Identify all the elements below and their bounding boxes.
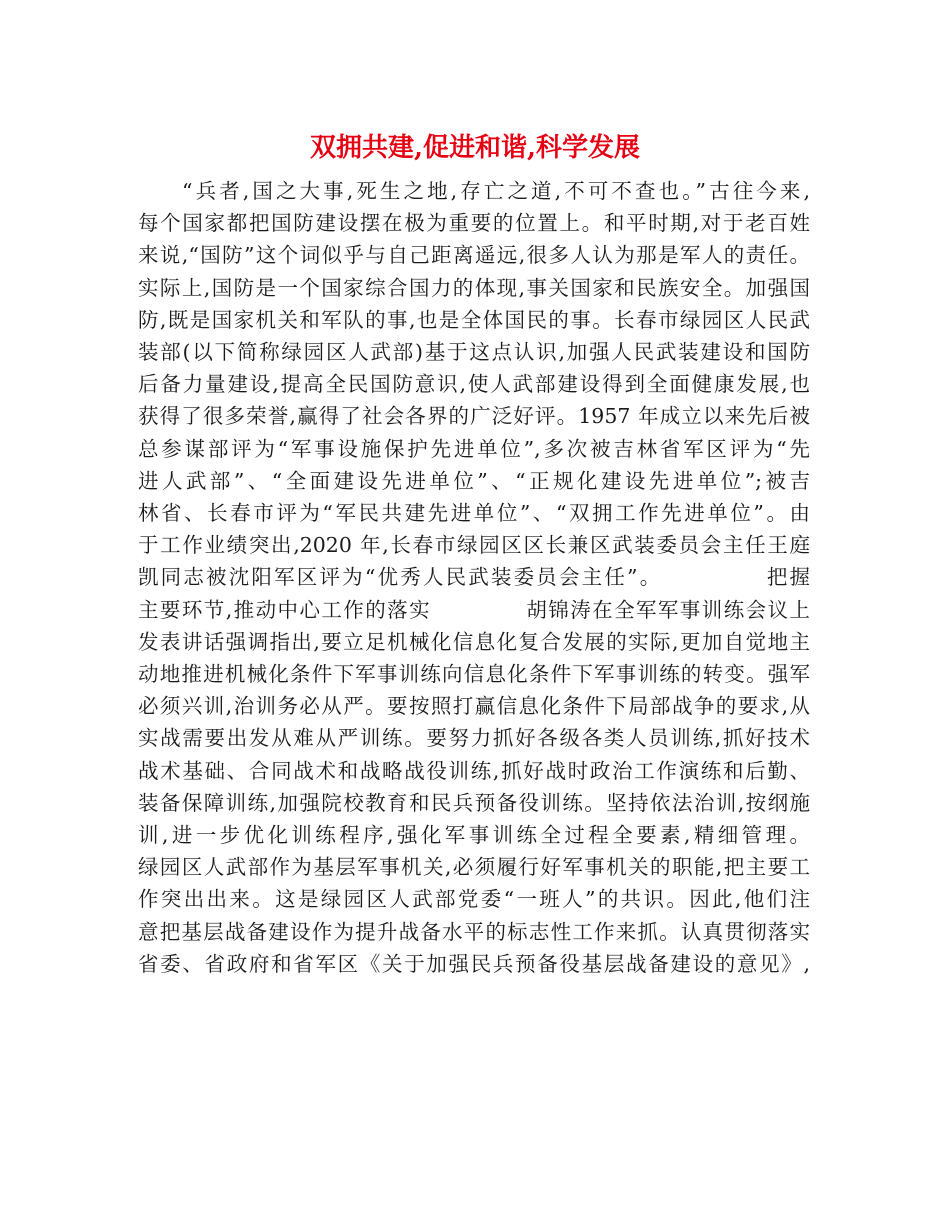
body-line: 装备保障训练,加强院校教育和民兵预备役训练。坚持依法治训,按纲施 [138, 790, 810, 815]
body-line: 主要环节,推动中心工作的落实 胡锦涛在全军军事训练会议上 [138, 597, 810, 622]
document-title: 双拥共建,促进和谐,科学发展 [309, 133, 641, 163]
body-line: 于工作业绩突出,2020 年,长春市绿园区区长兼区武装委员会主任王庭 [138, 533, 810, 558]
body-line: 作突出出来。这是绿园区人武部党委“一班人”的共识。因此,他们注 [138, 887, 810, 912]
body-line: 实战需要出发从难从严训练。要努力抓好各级各类人员训练,抓好技术 [138, 726, 810, 751]
body-line: 林省、长春市评为“军民共建先进单位”、“双拥工作先进单位”。由 [138, 501, 810, 526]
body-line: 动地推进机械化条件下军事训练向信息化条件下军事训练的转变。强军 [138, 662, 810, 687]
body-line: 发表讲话强调指出,要立足机械化信息化复合发展的实际,更加自觉地主 [138, 629, 810, 654]
body-line: 来说,“国防”这个词似乎与自己距离遥远,很多人认为那是军人的责任。 [138, 243, 810, 268]
body-line: 必须兴训,治训务必从严。要按照打赢信息化条件下局部战争的要求,从 [138, 694, 810, 719]
body-line: 装部(以下简称绿园区人武部)基于这点认识,加强人民武装建设和国防 [138, 340, 810, 365]
body-line: 后备力量建设,提高全民国防意识,使人武部建设得到全面健康发展,也 [138, 372, 810, 397]
body-line: 训,进一步优化训练程序,强化军事训练全过程全要素,精细管理。 [138, 823, 810, 848]
body-line: 凯同志被沈阳军区评为“优秀人民武装委员会主任”。 把握 [138, 565, 810, 590]
body-line: 获得了很多荣誉,赢得了社会各界的广泛好评。1957 年成立以来先后被 [138, 404, 810, 429]
body-line: 绿园区人武部作为基层军事机关,必须履行好军事机关的职能,把主要工 [138, 855, 810, 880]
body-line: 防,既是国家机关和军队的事,也是全体国民的事。长春市绿园区人民武 [138, 307, 810, 332]
body-line: 总参谋部评为“军事设施保护先进单位”,多次被吉林省军区评为“先 [138, 436, 810, 461]
body-line: 每个国家都把国防建设摆在极为重要的位置上。和平时期,对于老百姓 [138, 211, 810, 236]
body-line: 进人武部”、“全面建设先进单位”、“正规化建设先进单位”;被吉 [138, 468, 810, 493]
body-line: 省委、省政府和省军区《关于加强民兵预备役基层战备建设的意见》, [138, 951, 810, 976]
body-line: 实际上,国防是一个国家综合国力的体现,事关国家和民族安全。加强国 [138, 275, 810, 300]
body-line: 战术基础、合同战术和战略战役训练,抓好战时政治工作演练和后勤、 [138, 758, 810, 783]
document-body [138, 175, 810, 980]
body-line: 意把基层战备建设作为提升战备水平的标志性工作来抓。认真贯彻落实 [138, 919, 810, 944]
body-line: “兵者,国之大事,死生之地,存亡之道,不可不查也。”古往今来, [182, 179, 810, 203]
